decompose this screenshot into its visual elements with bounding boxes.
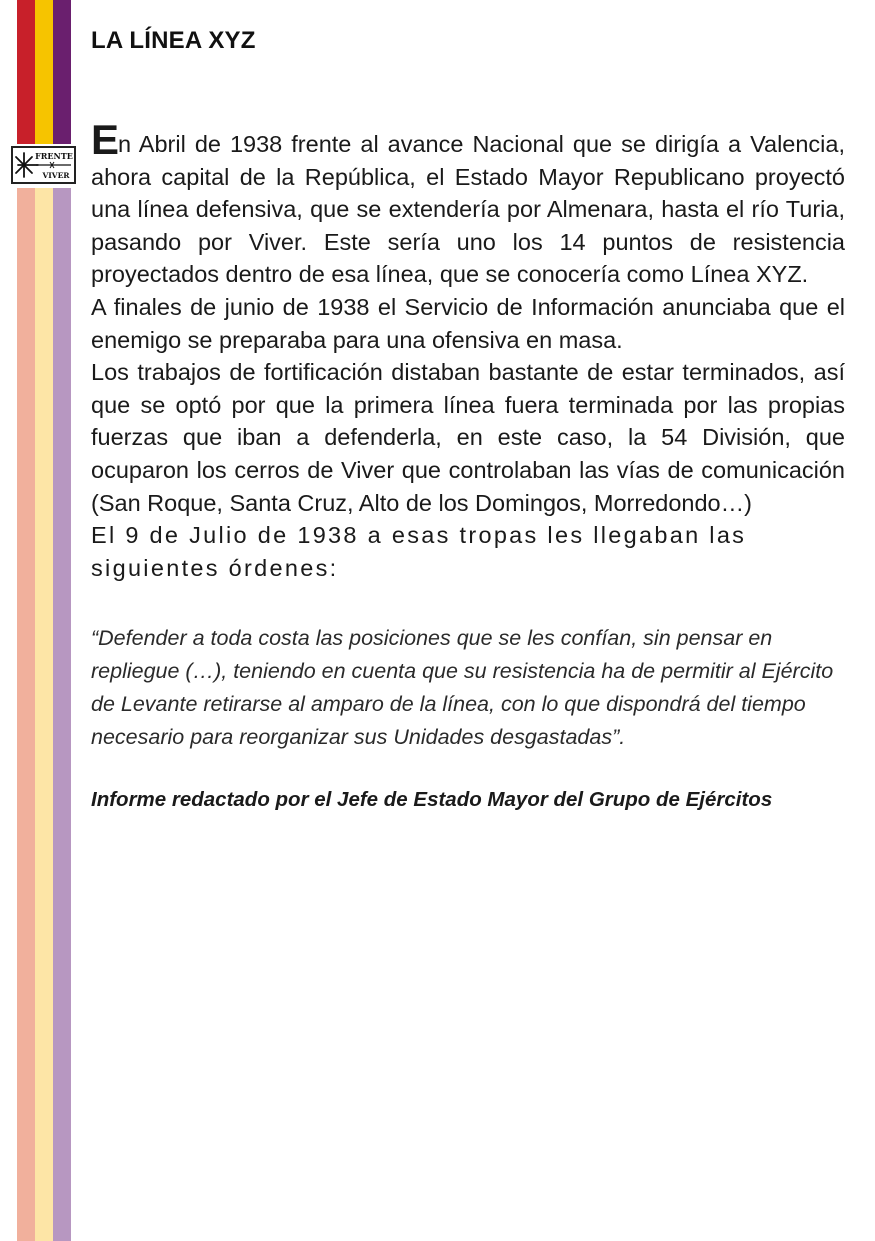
tricolor-side-band — [17, 0, 71, 1241]
logo-text-frente: FRENTE — [35, 151, 73, 161]
paragraph-intro — [91, 116, 845, 291]
quoted-order: “Defender a toda costa las posiciones que se les confían, sin pensar en repliegue (…), teniendo en cuenta que su resistencia ha de permitir al Ejército de Levante retirarse al amparo de la línea, con lo que dispondrá del tiempo necesario para reorganizar sus Unidades desgastadas”. — [91, 626, 834, 749]
yellow-stripe — [35, 0, 53, 1241]
drop-cap: E — [91, 116, 119, 163]
frente-viver-logo-icon — [14, 149, 73, 181]
page-title: LA LÍNEA XYZ — [91, 27, 256, 54]
logo-text-viver: VIVER — [42, 171, 70, 180]
article-body — [91, 116, 845, 815]
paragraph-information: A finales de junio de 1938 el Servicio de Información anunciaba que el enemigo se preparaba para una ofensiva en masa. — [91, 293, 845, 353]
paragraph-intro-text: n Abril de 1938 frente al avance Nacional que se dirigía a Valencia, ahora capital de la República, el Estado Mayor Republicano proyectó una línea defensiva, que se extendería por Almenara, hasta el río Turia, pasando por Viver. Este sería uno los 14 puntos de resistencia proyectados dentro de esa línea, que se conocería como Línea XYZ. — [91, 131, 845, 288]
quote-source: Informe redactado por el Jefe de Estado Mayor del Grupo de Ejércitos — [91, 787, 773, 811]
red-stripe — [17, 0, 35, 1241]
paragraph-orders: El 9 de Julio de 1938 a esas tropas les llegaban las siguientes órdenes: — [91, 522, 747, 581]
frente-viver-logo — [11, 146, 76, 184]
paragraph-fortification: Los trabajos de fortificación distaban bastante de estar terminados, así que se optó por que la primera línea fuera terminada por las propias fuerzas que iban a defenderla, en este caso, la 54 División, que ocuparon los cerros de Viver que controlaban las vías de comunicación (San Roque, Santa Cruz, Alto de los Domingos, Morredondo…) — [91, 359, 845, 516]
purple-stripe — [53, 0, 71, 1241]
